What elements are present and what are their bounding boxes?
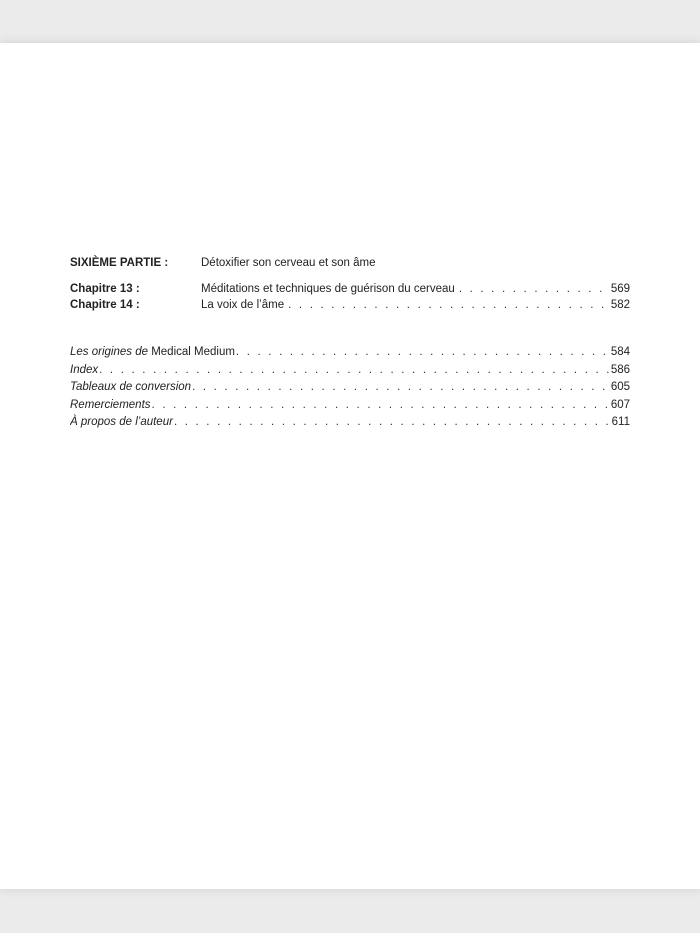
toc-line	[201, 281, 630, 297]
toc-entry-index	[70, 362, 630, 380]
toc-entry-chapter-14	[70, 297, 630, 313]
page-number: 586	[610, 363, 630, 376]
dot-leader	[152, 397, 610, 415]
dot-leader	[288, 297, 608, 313]
page-number: 569	[610, 283, 630, 295]
chapter-title: La voix de l’âme	[201, 299, 285, 311]
entry-title-roman: Medical Medium	[148, 346, 235, 358]
toc-entry-chapter-13	[70, 281, 630, 297]
dot-leader	[236, 344, 610, 362]
toc-line	[201, 297, 630, 313]
chapter-label: Chapitre 13 :	[70, 283, 140, 295]
toc-entry-about-author	[70, 414, 630, 432]
table-of-contents	[70, 255, 630, 432]
page-number: 582	[610, 299, 630, 311]
chapter-label: Chapitre 14 :	[70, 299, 140, 311]
entry-title: Remerciements	[70, 398, 151, 411]
page-number: 584	[610, 346, 630, 358]
toc-entry-conversion-tables	[70, 379, 630, 397]
dot-leader	[192, 379, 610, 397]
part-label: SIXIÈME PARTIE :	[70, 257, 169, 269]
entry-title: Index	[70, 363, 99, 376]
dot-leader	[99, 362, 610, 380]
dot-leader	[459, 281, 608, 297]
toc-entry-acknowledgements	[70, 397, 630, 415]
entry-title-italic: Les origines de	[70, 346, 148, 358]
page-number: 605	[610, 381, 630, 394]
dot-leader	[174, 414, 611, 432]
back-matter-list	[70, 344, 630, 432]
page-number: 611	[611, 416, 630, 429]
entry-title: À propos de l’auteur	[70, 416, 173, 429]
toc-entry-origins	[70, 344, 630, 362]
chapter-title: Méditations et techniques de guérison du cerveau	[201, 283, 455, 295]
book-page	[0, 43, 700, 889]
page-number: 607	[610, 398, 630, 411]
part-title: Détoxifier son cerveau et son âme	[201, 257, 376, 269]
entry-title: Tableaux de conversion	[70, 381, 192, 394]
entry-title	[70, 344, 236, 362]
part-heading	[70, 255, 630, 272]
